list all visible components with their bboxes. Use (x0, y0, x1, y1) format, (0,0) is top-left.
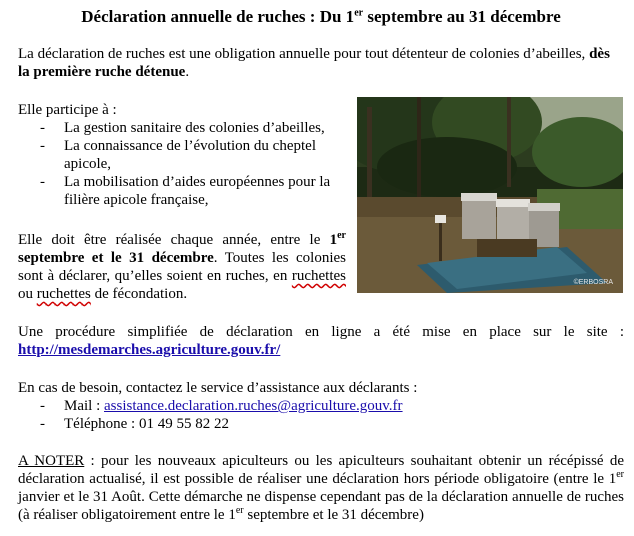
procedure-text: Une procédure simplifiée de déclaration en ligne a été mise en place sur le site : (18, 324, 624, 340)
phone-number: 01 49 55 82 22 (138, 416, 229, 432)
beehive-illustration (357, 97, 623, 293)
list-dash: - (40, 138, 45, 154)
note-paragraph (18, 452, 624, 524)
note-text: septembre et le 31 décembre) (243, 507, 424, 523)
contact-section (18, 379, 624, 433)
list-item-text: La connaissance de l’évolution du cheptel apicole, (64, 138, 316, 172)
site-link[interactable]: http://mesdemarches.agriculture.gouv.fr/ (18, 342, 281, 358)
participe-heading: Elle participe à : (18, 102, 117, 118)
note-label: A NOTER (18, 453, 85, 469)
participe-list (18, 119, 348, 209)
contact-list (18, 397, 624, 433)
note-sup: er (235, 505, 244, 516)
mail-label: Mail : (64, 398, 104, 414)
note-text: janvier et le 31 Août. Cette démarche ne dispense cependant pas de la déclaration annuelle de ruches (à réaliser obligatoirement entre le 1 (18, 489, 624, 523)
intro-paragraph (18, 45, 624, 81)
page-title (18, 8, 624, 26)
list-item-text: La gestion sanitaire des colonies d’abeilles, (64, 120, 325, 136)
periode-text: . Toutes les colonies sont à déclarer, qu’elles soient en ruches, en (18, 250, 346, 284)
periode-bold: 1 (329, 232, 338, 248)
intro-bold: dès la première ruche détenue (18, 46, 610, 80)
photo-watermark: ©ERBOSRA (573, 279, 613, 286)
spell-flag-word: ruchettes (291, 268, 346, 284)
intro-text: La déclaration de ruches est une obligation annuelle pour tout détenteur de colonies d’abeilles, (18, 46, 586, 62)
participe-section (18, 101, 348, 209)
list-dash: - (40, 398, 45, 414)
periode-lead: Elle doit être réalisée chaque année, entre le (18, 232, 330, 248)
title-text-rest: septembre au 31 décembre (363, 7, 561, 26)
note-sup: er (616, 469, 624, 480)
list-item (18, 397, 624, 415)
note-text: : pour les nouveaux apiculteurs ou les apiculteurs souhaitant obtenir un récépissé de déclaration actualisé, il est possible de réaliser une déclaration hors période obligatoire (entre le 1 (18, 453, 624, 487)
periode-end: de fécondation. (90, 286, 188, 302)
spell-flag-word: ruchettes (36, 286, 91, 302)
contact-lead: En cas de besoin, contactez le service d’assistance aux déclarants : (18, 380, 418, 396)
mail-link[interactable]: assistance.declaration.ruches@agriculture.gouv.fr (104, 398, 403, 414)
list-item (18, 173, 348, 209)
list-dash: - (40, 120, 45, 136)
procedure-paragraph (18, 323, 624, 359)
list-dash: - (40, 416, 45, 432)
list-item (18, 415, 624, 433)
periode-mid: ou (18, 286, 37, 302)
periode-paragraph (18, 231, 346, 303)
phone-label: Téléphone : (64, 416, 139, 432)
periode-bold-dates: septembre et le 31 décembre (18, 250, 214, 266)
intro-end: . (185, 64, 190, 80)
title-text: Déclaration annuelle de ruches : Du 1 (81, 7, 355, 26)
list-item (18, 119, 348, 137)
title-sup: er (354, 7, 364, 19)
list-dash: - (40, 174, 45, 190)
list-item (18, 137, 348, 173)
list-item-text: La mobilisation d’aides européennes pour la filière apicole française, (64, 174, 331, 208)
apiary-photo (357, 97, 623, 293)
periode-sup: er (337, 230, 346, 241)
